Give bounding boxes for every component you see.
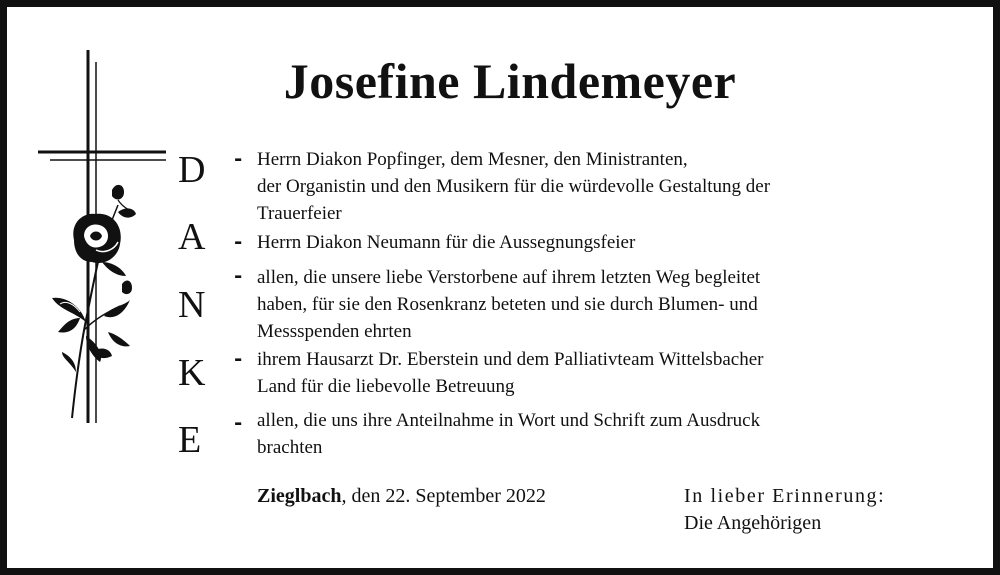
thanks-item [257, 264, 972, 345]
thanks-item-line: der Organistin und den Musikern für die würdevolle Gestaltung der [257, 176, 771, 197]
thanks-item [257, 407, 972, 461]
thanks-item [257, 346, 972, 400]
thanks-item-line: allen, die uns ihre Anteilnahme in Wort und Schrift zum Ausdruck [257, 410, 761, 431]
thanks-item-line: Messspenden ehrten [257, 321, 412, 342]
thanks-item-line: haben, für sie den Rosenkranz beteten und sie durch Blumen- und [257, 294, 758, 315]
deceased-name: Josefine Lindemeyer [283, 53, 737, 109]
signature-line-1: In lieber Erinnerung: [684, 485, 886, 507]
danke-letter-a: A [178, 216, 206, 258]
date-text: , den 22. September 2022 [341, 485, 546, 507]
item-dash: - [234, 146, 243, 170]
signature [684, 483, 885, 537]
danke-letter-k: K [178, 352, 206, 394]
thanks-item-line: Herrn Diakon Popfinger, dem Mesner, den Ministranten, [257, 149, 688, 170]
danke-letter-n: N [178, 284, 206, 326]
danke-letter-d: D [178, 149, 206, 191]
item-dash: - [234, 410, 243, 434]
thanks-item [257, 229, 972, 256]
thanks-item-line: Herrn Diakon Neumann für die Aussegnungsfeier [257, 232, 636, 253]
thanks-item-line: Trauerfeier [257, 203, 342, 224]
thanks-item [257, 146, 972, 227]
place-date [257, 483, 546, 510]
thanks-item-line: ihrem Hausarzt Dr. Eberstein und dem Palliativteam Wittelsbacher [257, 349, 764, 370]
danke-letter-e: E [178, 419, 202, 461]
thanks-item-line: brachten [257, 437, 323, 458]
cross-icon [0, 0, 180, 440]
thanks-item-line: Land für die liebevolle Betreuung [257, 376, 515, 397]
item-dash: - [234, 346, 243, 370]
signature-line-2: Die Angehörigen [684, 512, 822, 534]
place-name: Zieglbach [257, 485, 342, 507]
rose-icon [52, 185, 136, 418]
item-dash: - [234, 263, 243, 287]
item-dash: - [234, 229, 243, 253]
thanks-item-line: allen, die unsere liebe Verstorbene auf ihrem letzten Weg begleitet [257, 267, 761, 288]
